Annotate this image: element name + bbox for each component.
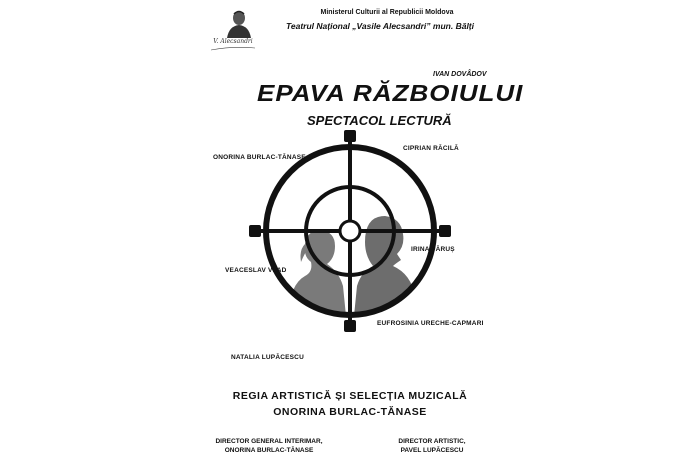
play-subtitle: SPECTACOL LECTURĂ [307, 113, 452, 128]
cast-item: ONORINA BURLAC-TĂNASE [213, 154, 306, 161]
cast-item: CIPRIAN RĂCILĂ [403, 145, 459, 152]
signature-text: V. Alecsandri [213, 38, 253, 45]
footer-left-role: DIRECTOR GENERAL INTERIMAR, [215, 438, 323, 445]
cast-item: IRINA ȚĂRUȘ [411, 246, 455, 253]
cast-item: EUFROSINIA URECHE-CAPMARI [377, 320, 484, 327]
footer-right-role: DIRECTOR ARTISTIC, [398, 438, 466, 445]
portrait-icon [223, 8, 255, 38]
theatre-label: Teatrul Național „Vasile Alecsandri” mun. Bălți [286, 21, 474, 31]
footer-left-name: ONORINA BURLAC-TĂNASE [224, 447, 314, 454]
cast-item: VEACESLAV VLAD [225, 267, 287, 274]
direction-label: REGIA ARTISTICĂ ȘI SELECȚIA MUZICALĂ [232, 390, 468, 402]
ministry-label: Ministerul Culturii al Republicii Moldova [320, 9, 454, 16]
play-author: IVAN DOVÂDOV [433, 71, 487, 78]
play-title: EPAVA RĂZBOIULUI [257, 79, 524, 107]
footer-right [377, 437, 487, 455]
poster [207, 0, 524, 466]
signature-logo [209, 38, 257, 52]
direction-name: ONORINA BURLAC-TĂNASE [273, 406, 427, 418]
cast-item: NATALIA LUPĂCESCU [231, 354, 304, 361]
footer-right-name: PAVEL LUPĂCESCU [400, 447, 464, 454]
footer-left [209, 437, 329, 455]
